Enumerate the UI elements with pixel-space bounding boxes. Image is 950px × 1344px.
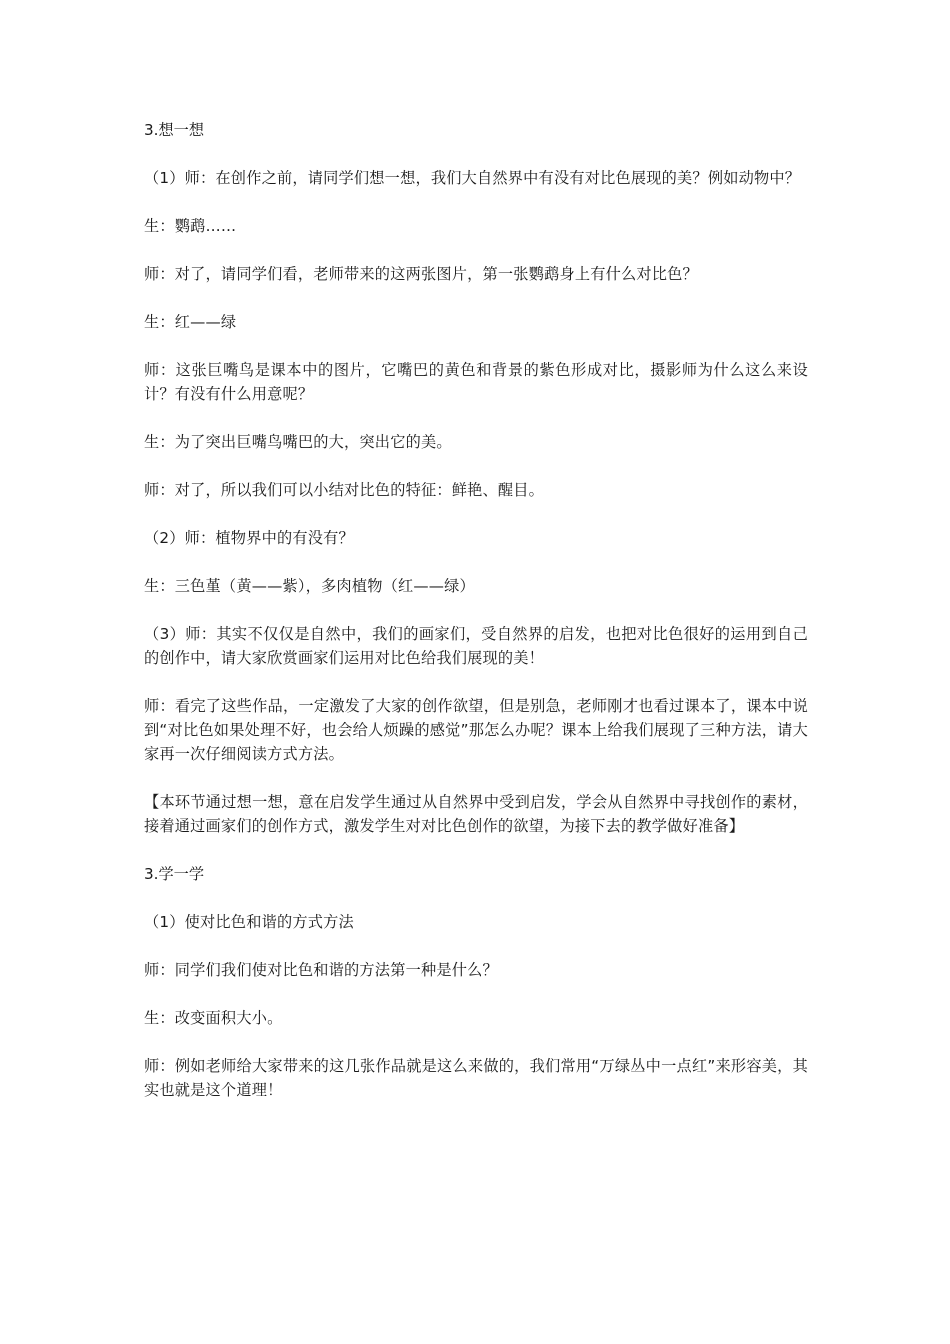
paragraph-student-area: 生：改变面积大小。 [144,1009,283,1027]
paragraph-student-plants: 生：三色堇（黄——紫），多肉植物（红——绿） [144,577,475,595]
paragraph-teacher-plants: （2）师：植物界中的有没有？ [144,529,354,547]
paragraph-teacher-summary: 师：对了，所以我们可以小结对比色的特征：鲜艳、醒目。 [144,481,545,499]
paragraph-teacher-question-animals: （1）师：在创作之前，请同学们想一想，我们大自然界中有没有对比色展现的美？例如动物中？ [144,169,801,187]
paragraph-section-note: 【本环节通过想一想，意在启发学生通过从自然界中受到启发，学会从自然界中寻找创作的素材，接着通过画家们的创作方式，激发学生对对比色创作的欲望，为接下去的教学做好准备】 [144,793,808,835]
paragraph-teacher-painters: （3）师：其实不仅仅是自然中，我们的画家们，受自然界的启发，也把对比色很好的运用到自己的创作中，请大家欣赏画家们运用对比色给我们展现的美！ [144,625,808,667]
paragraph-teacher-methods: 师：看完了这些作品，一定激发了大家的创作欲望，但是别急，老师刚才也看过课本了，课本中说到“对比色如果处理不好，也会给人烦躁的感觉”那怎么办呢？课本上给我们展现了三种方法，请大家再一次仔细阅读方式方法。 [144,697,808,763]
document-page [144,118,808,1126]
paragraph-teacher-example: 师：例如老师给大家带来的这几张作品就是这么来做的，我们常用“万绿丛中一点红”来形容美，其实也就是这个道理！ [144,1057,808,1099]
section-heading-learn: 3.学一学 [144,865,205,883]
paragraph-student-toucan-answer: 生：为了突出巨嘴鸟嘴巴的大，突出它的美。 [144,433,452,451]
section-heading-think: 3.想一想 [144,121,205,139]
paragraph-teacher-parrot-colors: 师：对了，请同学们看，老师带来的这两张图片，第一张鹦鹉身上有什么对比色？ [144,265,698,283]
paragraph-student-red-green: 生：红——绿 [144,313,237,331]
paragraph-method-title: （1）使对比色和谐的方式方法 [144,913,354,931]
paragraph-teacher-first-method: 师：同学们我们使对比色和谐的方法第一种是什么？ [144,961,498,979]
paragraph-student-parrot: 生：鹦鹉…… [144,217,237,235]
paragraph-teacher-toucan: 师：这张巨嘴鸟是课本中的图片，它嘴巴的黄色和背景的紫色形成对比，摄影师为什么这么来设计？有没有什么用意呢？ [144,361,808,403]
